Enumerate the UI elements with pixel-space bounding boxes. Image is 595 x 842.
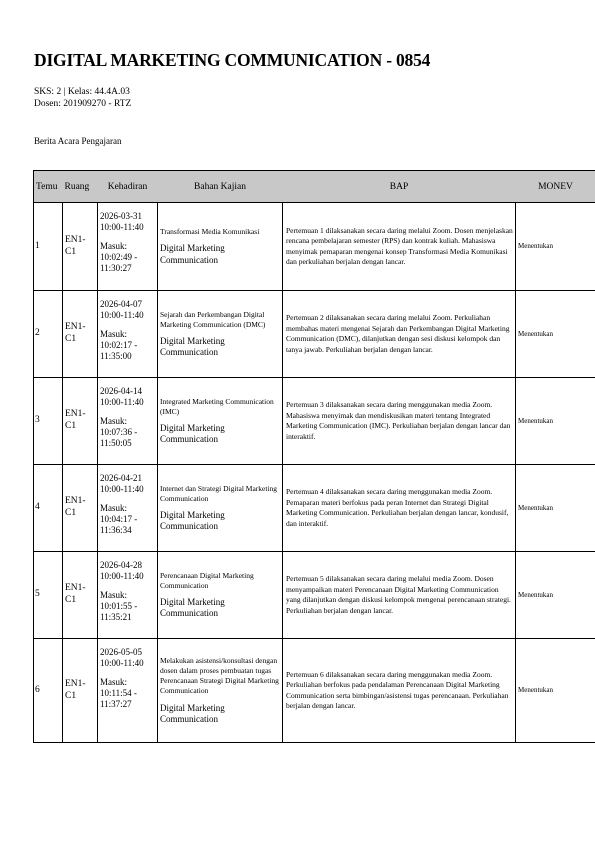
row-date-time: 2026-04-07 10:00-11:40 [100,299,144,321]
row-number: 1 [34,203,63,291]
row-bahan-title: Internet dan Strategi Digital Marketing Communication [160,483,278,503]
row-number: 5 [34,552,63,639]
col-temu: Temu [34,171,63,203]
col-ruang: Ruang [63,171,98,203]
row-bap-text: Pertemuan 4 dilaksanakan secara daring menggunakan media Zoom. Pemaparan materi berfokus pada peran Internet dan Strategi Digital Marketing Communication. Perkuliahan berjalan dengan lancar, kondusif, dan interaktif. [283,465,516,552]
row-bap-text: Pertemuan 3 dilaksanakan secara daring menggunakan media Zoom. Mahasiswa menyimak dan mendiskusikan materi tentang Integrated Marketing Communication (IMC). Perkuliahan berjalan dengan lancar dan interaktif. [283,378,516,465]
row-bahan-course: Digital Marketing Communication [160,596,225,619]
row-kehadiran [98,291,158,378]
table-row [34,291,595,378]
row-bahan-kajian [158,203,283,291]
dosen-info: Dosen: 201909270 - RTZ [34,99,132,109]
row-bahan-kajian [158,552,283,639]
bap-table [33,170,595,743]
table-row [34,203,595,291]
row-monev: Menentukan [516,639,595,743]
section-title: Berita Acara Pengajaran [34,136,122,146]
row-bahan-course: Digital Marketing Communication [160,422,225,445]
row-masuk: Masuk: 10:02:49 - 11:30:27 [100,240,138,273]
col-kehadiran: Kehadiran [98,171,158,203]
row-masuk: Masuk: 10:04:17 - 11:36:34 [100,502,138,535]
table-row [34,639,595,743]
row-monev: Menentukan [516,552,595,639]
row-bap-text: Pertemuan 6 dilaksanakan secara daring menggunakan media Zoom. Perkuliahan berfokus pada pendalaman Perencanaan Digital Marketing Communication serta bimbingan/asistensi tugas perencanaan. Perkuliahan berjalan dengan lancar. [283,639,516,743]
table-row [34,465,595,552]
row-kehadiran [98,378,158,465]
row-monev: Menentukan [516,203,595,291]
row-kehadiran [98,465,158,552]
row-bahan-title: Melakukan asistensi/konsultasi dengan dosen dalam proses pembuatan tugas Perencanaan Strategi Digital Marketing Communication [160,656,279,696]
row-bap-text: Pertemuan 5 dilaksanakan secara daring melalui media Zoom. Dosen menyampaikan materi Perencanaan Digital Marketing Communication yang dilanjutkan dengan diskusi kelompok mengenai perencanaan strategi. Perkuliahan berjalan dengan lancar. [283,552,516,639]
row-room: EN1-C1 [63,552,98,639]
row-room: EN1-C1 [63,291,98,378]
row-bahan-kajian [158,291,283,378]
row-room: EN1-C1 [63,465,98,552]
row-masuk: Masuk: 10:11:54 - 11:37:27 [100,676,137,709]
row-kehadiran [98,203,158,291]
row-number: 3 [34,378,63,465]
row-room: EN1-C1 [63,639,98,743]
row-room: EN1-C1 [63,378,98,465]
row-bahan-kajian [158,378,283,465]
row-monev: Menentukan [516,291,595,378]
row-bahan-course: Digital Marketing Communication [160,243,225,265]
row-bap-text: Pertemuan 1 dilaksanakan secara daring melalui Zoom. Dosen menjelaskan rencana pembelajaran semester (RPS) dan kontrak kuliah. Mahasiswa menyimak pemaparan mengenai konsep Transformasi Media Komunikasi dan perkuliahan berjalan dengan lancar. [283,203,516,291]
row-room: EN1-C1 [63,203,98,291]
row-masuk: Masuk: 10:02:17 - 11:35:00 [100,328,138,361]
row-kehadiran [98,639,158,743]
row-bahan-course: Digital Marketing Communication [160,702,225,724]
col-bap: BAP [283,171,516,203]
row-date-time: 2026-05-05 10:00-11:40 [100,647,144,669]
row-number: 4 [34,465,63,552]
table-header-row [34,171,595,203]
row-date-time: 2026-04-28 10:00-11:40 [100,560,144,582]
row-bahan-course: Digital Marketing Communication [160,335,225,358]
row-date-time: 2026-04-21 10:00-11:40 [100,473,144,495]
page-title: DIGITAL MARKETING COMMUNICATION - 0854 [34,50,431,70]
row-date-time: 2026-04-14 10:00-11:40 [100,386,144,408]
row-bahan-kajian [158,639,283,743]
row-monev: Menentukan [516,378,595,465]
row-masuk: Masuk: 10:07:36 - 11:50:05 [100,415,138,448]
sks-kelas-info: SKS: 2 | Kelas: 44.4A.03 [34,87,130,97]
row-bahan-title: Integrated Marketing Communication (IMC) [160,396,274,416]
row-kehadiran [98,552,158,639]
col-bahan-kajian: Bahan Kajian [158,171,283,203]
row-number: 2 [34,291,63,378]
row-number: 6 [34,639,63,743]
table-row [34,378,595,465]
row-monev: Menentukan [516,465,595,552]
row-date-time: 2026-03-31 10:00-11:40 [100,211,144,233]
row-bahan-title: Transformasi Media Komunikasi [160,227,260,237]
table-row [34,552,595,639]
row-bahan-title: Sejarah dan Perkembangan Digital Marketing Communication (DMC) [160,309,266,329]
col-monev: MONEV [516,171,595,203]
row-bahan-course: Digital Marketing Communication [160,509,225,532]
row-masuk: Masuk: 10:01:55 - 11:35:21 [100,589,138,622]
row-bap-text: Pertemuan 2 dilaksanakan secara daring melalui Zoom. Perkuliahan membahas materi mengenai Sejarah dan Perkembangan Digital Marketing Communication (DMC), dilanjutkan dengan sesi diskusi kelompok dan tanya jawab. Perkuliahan berjalan dengan lancar. [283,291,516,378]
row-bahan-title: Perencanaan Digital Marketing Communication [160,570,254,590]
row-bahan-kajian [158,465,283,552]
